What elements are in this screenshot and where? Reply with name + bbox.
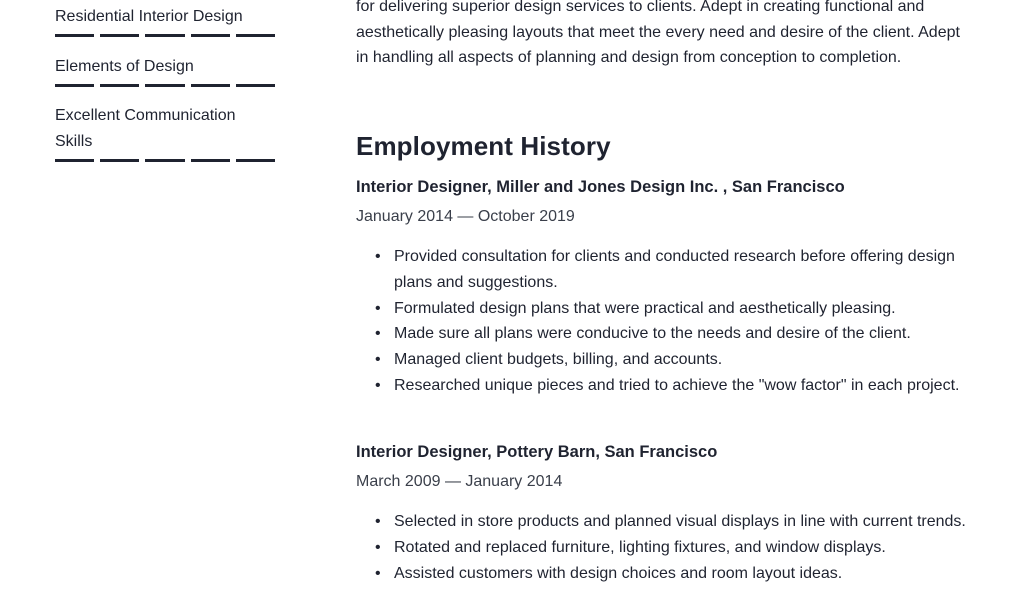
skill-level-segment <box>100 34 139 37</box>
skill-name: Residential Interior Design <box>55 8 243 25</box>
job-dates: January 2014 — October 2019 <box>356 208 575 225</box>
bullet-text: Selected in store products and planned visual displays in line with current trends. <box>394 513 966 530</box>
skill-level-segment <box>236 84 275 87</box>
bullet-icon: • <box>375 376 381 394</box>
bullet-text: Assisted customers with design choices and room layout ideas. <box>394 564 843 582</box>
skill-level-segment <box>55 159 94 162</box>
list-item <box>356 321 976 347</box>
job-entry <box>356 175 976 399</box>
list-item <box>356 535 976 561</box>
list-item <box>356 373 976 399</box>
skill-level-bar <box>55 159 275 162</box>
skill-item <box>55 54 285 87</box>
skill-level-segment <box>100 159 139 162</box>
skill-level-segment <box>236 159 275 162</box>
list-item <box>356 296 976 322</box>
bullet-icon: • <box>375 351 381 369</box>
skill-level-segment <box>145 34 184 37</box>
job-title: Interior Designer, Pottery Barn, San Francisco <box>356 443 718 461</box>
bullet-text: Researched unique pieces and tried to achieve the "wow factor" in each project. <box>394 376 960 394</box>
bullet-text: Formulated design plans that were practical and aesthetically pleasing. <box>394 299 896 317</box>
profile-summary: for delivering superior design services to clients. Adept in creating functional and aesthetically pleasing layouts that meet the every need and desire of the client. Adept in handling all aspects of planning and design from conception to completion. <box>356 0 960 67</box>
skill-level-bar <box>55 34 275 37</box>
list-item <box>356 509 976 535</box>
skill-level-segment <box>145 159 184 162</box>
job-title: Interior Designer, Miller and Jones Design Inc. , San Francisco <box>356 178 845 196</box>
job-dates: March 2009 — January 2014 <box>356 473 563 490</box>
bullet-icon: • <box>375 538 381 556</box>
skill-level-bar <box>55 84 275 87</box>
job-bullet-list <box>356 244 976 399</box>
skill-level-segment <box>55 84 94 87</box>
list-item <box>356 347 976 373</box>
skill-level-segment <box>100 84 139 87</box>
bullet-icon: • <box>375 299 381 317</box>
skill-level-segment <box>191 159 230 162</box>
bullet-icon: • <box>375 564 381 582</box>
skill-level-segment <box>236 34 275 37</box>
bullet-text: Provided consultation for clients and conducted research before offering design plans and suggestions. <box>394 248 955 291</box>
skill-level-segment <box>55 34 94 37</box>
bullet-icon: • <box>375 248 381 265</box>
skill-item <box>55 4 285 37</box>
bullet-icon: • <box>375 325 381 343</box>
bullet-text: Made sure all plans were conducive to the needs and desire of the client. <box>394 325 911 343</box>
job-bullet-list <box>356 509 976 586</box>
skill-level-segment <box>145 84 184 87</box>
skill-level-segment <box>191 34 230 37</box>
list-item <box>356 561 976 587</box>
skill-name: Excellent Communication Skills <box>55 107 236 150</box>
skill-item <box>55 103 260 162</box>
bullet-icon: • <box>375 513 381 530</box>
skill-level-segment <box>191 84 230 87</box>
bullet-text: Managed client budgets, billing, and accounts. <box>394 351 723 369</box>
list-item <box>356 244 976 296</box>
job-entry <box>356 440 976 586</box>
bullet-text: Rotated and replaced furniture, lighting fixtures, and window displays. <box>394 538 886 556</box>
skill-name: Elements of Design <box>55 58 194 75</box>
employment-history-heading: Employment History <box>356 131 611 161</box>
